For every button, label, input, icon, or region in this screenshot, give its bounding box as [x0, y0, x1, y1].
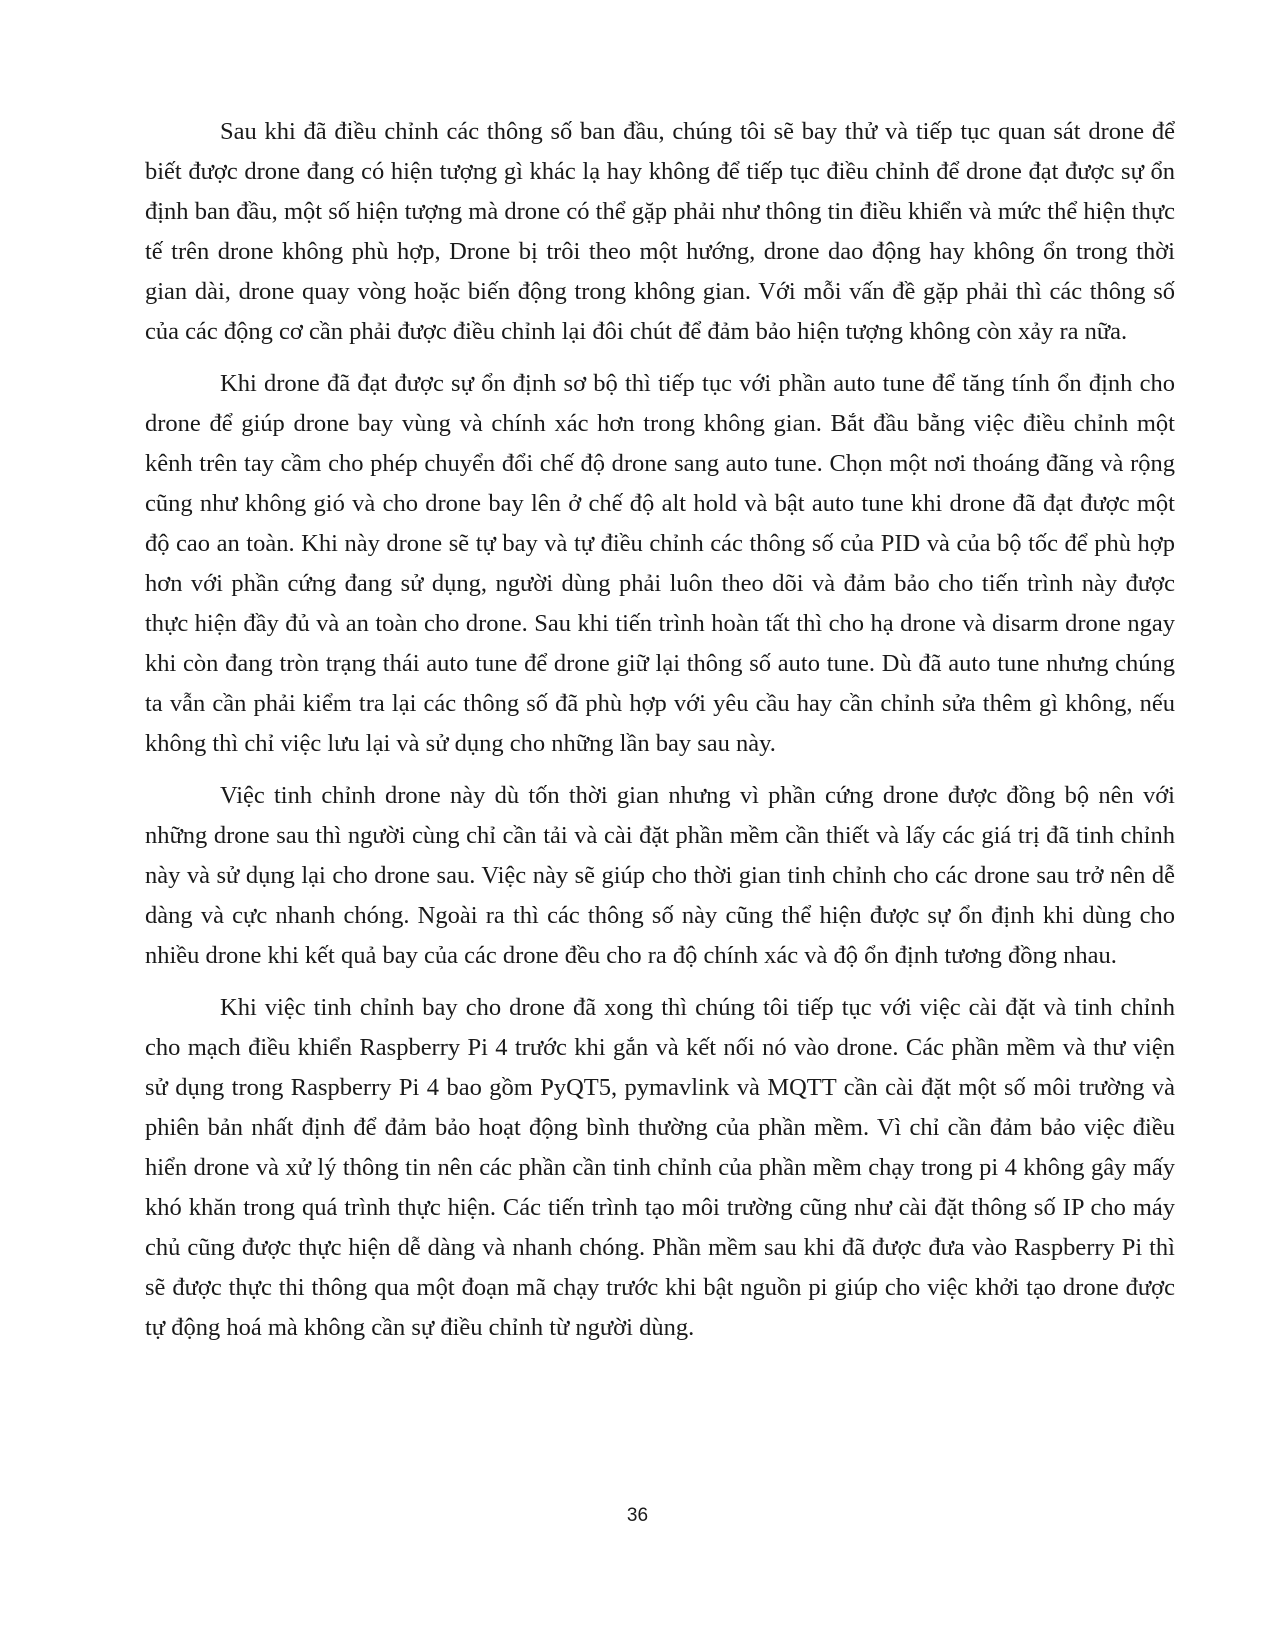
- page-number: 36: [626, 1505, 649, 1526]
- paragraph-3: Việc tinh chỉnh drone này dù tốn thời gian nhưng vì phần cứng drone được đồng bộ nên với những drone sau thì người cùng chỉ cần tải và cài đặt phần mềm cần thiết và lấy các giá trị đã tinh chỉnh này và sử dụng lại cho drone sau. Việc này sẽ giúp cho thời gian tinh chỉnh cho các drone sau trở nên dễ dàng và cực nhanh chóng. Ngoài ra thì các thông số này cũng thể hiện được sự ổn định khi dùng cho nhiều drone khi kết quả bay của các drone đều cho ra độ chính xác và độ ổn định tương đồng nhau.: [145, 782, 1175, 969]
- paragraph-1: Sau khi đã điều chỉnh các thông số ban đầu, chúng tôi sẽ bay thử và tiếp tục quan sát drone để biết được drone đang có hiện tượng gì khác lạ hay không để tiếp tục điều chỉnh để drone đạt được sự ổn định ban đầu, một số hiện tượng mà drone có thể gặp phải như thông tin điều khiển và mức thể hiện thực tế trên drone không phù hợp, Drone bị trôi theo một hướng, drone dao động hay không ổn trong thời gian dài, drone quay vòng hoặc biến động trong không gian. Với mỗi vấn đề gặp phải thì các thông số của các động cơ cần phải được điều chỉnh lại đôi chút để đảm bảo hiện tượng không còn xảy ra nữa.: [145, 118, 1175, 345]
- paragraph-2: Khi drone đã đạt được sự ổn định sơ bộ thì tiếp tục với phần auto tune để tăng tính ổn định cho drone để giúp drone bay vùng và chính xác hơn trong không gian. Bắt đầu bằng việc điều chỉnh một kênh trên tay cầm cho phép chuyển đổi chế độ drone sang auto tune. Chọn một nơi thoáng đãng và rộng cũng như không gió và cho drone bay lên ở chế độ alt hold và bật auto tune khi drone đã đạt được một độ cao an toàn. Khi này drone sẽ tự bay và tự điều chỉnh các thông số của PID và của bộ tốc để phù hợp hơn với phần cứng đang sử dụng, người dùng phải luôn theo dõi và đảm bảo cho tiến trình này được thực hiện đầy đủ và an toàn cho drone. Sau khi tiến trình hoàn tất thì cho hạ drone và disarm drone ngay khi còn đang tròn trạng thái auto tune để drone giữ lại thông số auto tune. Dù đã auto tune nhưng chúng ta vẫn cần phải kiểm tra lại các thông số đã phù hợp với yêu cầu hay cần chỉnh sửa thêm gì không, nếu không thì chỉ việc lưu lại và sử dụng cho những lần bay sau này.: [145, 370, 1175, 757]
- paragraph-4: Khi việc tinh chỉnh bay cho drone đã xong thì chúng tôi tiếp tục với việc cài đặt và tinh chỉnh cho mạch điều khiển Raspberry Pi 4 trước khi gắn và kết nối nó vào drone. Các phần mềm và thư viện sử dụng trong Raspberry Pi 4 bao gồm PyQT5, pymavlink và MQTT cần cài đặt một số môi trường và phiên bản nhất định để đảm bảo hoạt động bình thường của phần mềm. Vì chỉ cần đảm bảo việc điều hiển drone và xử lý thông tin nên các phần cần tinh chỉnh của phần mềm chạy trong pi 4 không gây mấy khó khăn trong quá trình thực hiện. Các tiến trình tạo môi trường cũng như cài đặt thông số IP cho máy chủ cũng được thực hiện dễ dàng và nhanh chóng. Phần mềm sau khi đã được đưa vào Raspberry Pi thì sẽ được thực thi thông qua một đoạn mã chạy trước khi bật nguồn pi giúp cho việc khởi tạo drone được tự động hoá mà không cần sự điều chỉnh từ người dùng.: [145, 994, 1175, 1341]
- document-body: [145, 112, 1175, 1360]
